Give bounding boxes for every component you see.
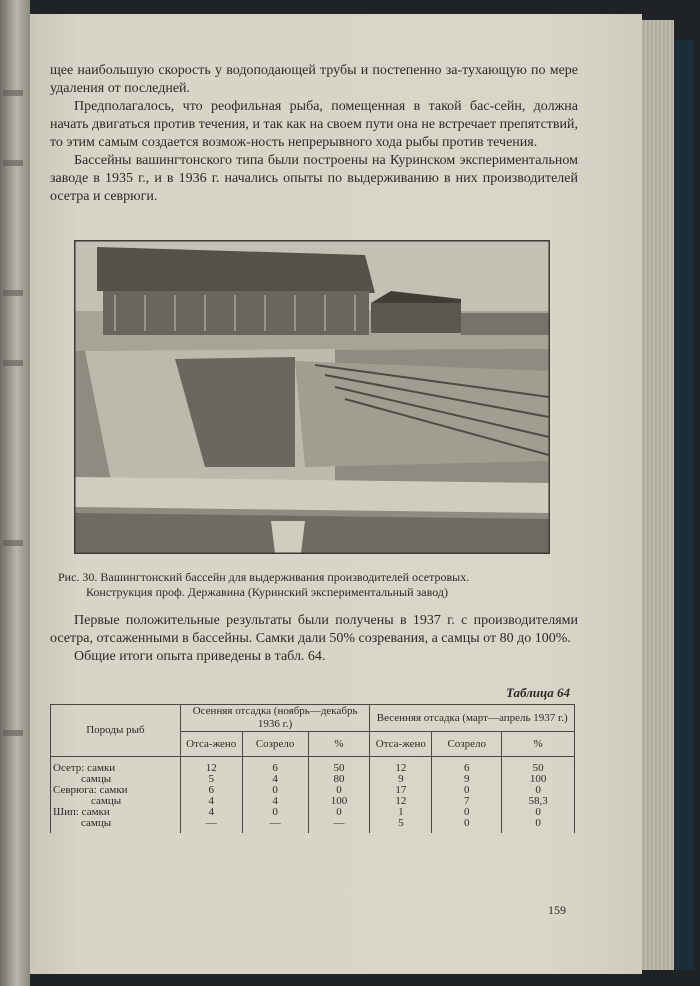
table-label: Таблица 64	[505, 685, 570, 700]
caption-line-2: Конструкция проф. Державина (Куринский экспериментальный завод)	[86, 585, 448, 599]
header-autumn-pct: %	[308, 732, 370, 757]
page-stack-edge	[642, 20, 674, 970]
caption-line-1: Рис. 30. Вашингтонский бассейн для выдерживания производителей осетровых.	[58, 570, 470, 584]
table-row: Севрюга: самки 6 0 0 17 0 0	[51, 785, 575, 796]
paragraph-2: Предполагалось, что реофильная рыба, помещенная в такой бас-сейн, должна начать двигаться против течения, и так как на своем пути она не встречает препятствий, то этим самым создается возмож-ность непрерывного хода рыбы против течения.	[50, 99, 578, 150]
basin-engraving	[75, 241, 549, 553]
paragraph-5: Общие итоги опыта приведены в табл. 64.	[74, 649, 326, 664]
paragraph-3: Бассейны вашингтонского типа были построены на Куринском экспериментальном заводе в 1935 г., и в 1936 г. начались опыты по выдерживанию в них производителей осетра и севрюги.	[50, 153, 578, 204]
header-spring-placed: Отса-жено	[370, 732, 432, 757]
header-autumn-matured: Созрело	[242, 732, 308, 757]
table-row: Осетр: самки 12 6 50 12 6 50	[51, 757, 575, 775]
basin-illustration	[74, 240, 550, 554]
header-species: Породы рыб	[51, 705, 181, 757]
header-autumn-placed: Отса-жено	[180, 732, 242, 757]
body-text-top	[50, 62, 578, 206]
table-row: Шип: самки 4 0 0 1 0 0	[51, 807, 575, 818]
book-cover-edge	[674, 40, 694, 970]
page-number: 159	[548, 903, 566, 917]
table-row: самцы — — — 5 0 0	[51, 818, 575, 833]
header-spring-matured: Созрело	[432, 732, 502, 757]
header-spring-pct: %	[502, 732, 575, 757]
figure-caption	[58, 570, 570, 600]
results-table	[50, 704, 575, 833]
header-autumn: Осенняя отсадка (ноябрь—декабрь 1936 г.)	[180, 705, 370, 732]
paragraph-4: Первые положительные результаты были получены в 1937 г. с производителями осетра, отсаженными в бассейны. Самки дали 50% созревания, а самцы от 80 до 100%.	[50, 613, 578, 646]
body-text-bottom	[50, 612, 578, 666]
book-page	[30, 14, 642, 974]
table-row: самцы 4 4 100 12 7 58,3	[51, 796, 575, 807]
left-page-edge	[0, 0, 30, 986]
header-spring: Весенняя отсадка (март—апрель 1937 г.)	[370, 705, 575, 732]
paragraph-1: щее наибольшую скорость у водоподающей трубы и постепенно за-тухающую по мере удаления от последней.	[50, 63, 578, 96]
table-row: самцы 5 4 80 9 9 100	[51, 774, 575, 785]
